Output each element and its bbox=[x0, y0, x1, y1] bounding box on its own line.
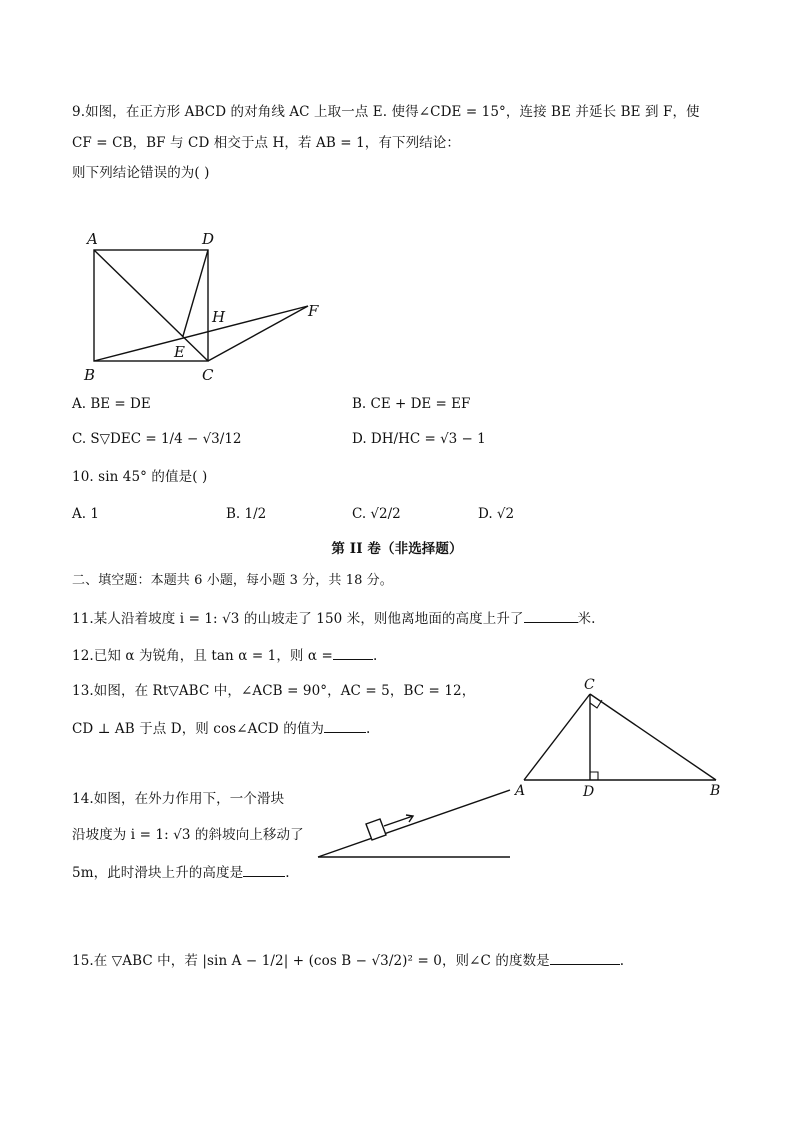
q9-stem-line3: 则下列结论错误的为( ) bbox=[72, 165, 210, 181]
q13-label-C: C bbox=[584, 677, 595, 693]
q9-label-A: A bbox=[87, 230, 98, 248]
q9-option-a: A. BE = DE bbox=[72, 396, 151, 412]
q9-option-b: B. CE + DE = EF bbox=[352, 396, 471, 412]
q12-text: 12.已知 α 为锐角，且 tan α = 1，则 α = bbox=[72, 648, 333, 664]
q13-label-D: D bbox=[583, 784, 595, 800]
q14-stem-line1: 14.如图，在外力作用下，一个滑块 bbox=[72, 791, 285, 807]
q10-option-b: B. 1/2 bbox=[226, 506, 267, 522]
q9-stem-line1: 9.如图，在正方形 ABCD 的对角线 AC 上取一点 E. 使得∠CDE = 15°，连接 BE 并延长 BE 到 F，使 bbox=[72, 104, 700, 120]
section-intro: 二、填空题：本题共 6 小题，每小题 3 分，共 18 分。 bbox=[72, 573, 393, 588]
q15-row bbox=[72, 950, 624, 970]
q15-suffix: . bbox=[619, 953, 625, 969]
q13-label-A: A bbox=[515, 783, 526, 799]
q11-suffix: 米. bbox=[577, 611, 596, 627]
q9-label-H: H bbox=[212, 308, 226, 326]
q9-label-E: E bbox=[174, 343, 185, 361]
q10-option-d: D. √2 bbox=[478, 506, 515, 522]
q13-stem-line1: 13.如图，在 Rt▽ABC 中，∠ACB = 90°，AC = 5，BC = 12， bbox=[72, 683, 476, 699]
q9-stem-line2: CF = CB，BF 与 CD 相交于点 H，若 AB = 1，有下列结论： bbox=[72, 135, 460, 151]
q12-suffix: . bbox=[372, 648, 378, 664]
q13-stem-line2: CD ⊥ AB 于点 D，则 cos∠ACD 的值为 bbox=[72, 721, 325, 737]
q14-stem-line3: 5m，此时滑块上升的高度是 bbox=[72, 865, 244, 881]
q15-text: 15.在 ▽ABC 中，若 |sin A − 1/2| + (cos B − √3/2)² = 0，则∠C 的度数是 bbox=[72, 953, 550, 969]
q14-suffix: . bbox=[285, 865, 290, 881]
q13-suffix: . bbox=[366, 721, 371, 737]
q10-option-a: A. 1 bbox=[72, 506, 99, 522]
q15-answer-blank[interactable] bbox=[550, 950, 620, 965]
q10-option-c: C. √2/2 bbox=[352, 506, 401, 522]
q13-label-B: B bbox=[710, 783, 721, 799]
q9-label-C: C bbox=[202, 366, 214, 384]
q11-text: 11.某人沿着坡度 i = 1: √3 的山坡走了 150 米，则他离地面的高度上升了 bbox=[72, 611, 524, 627]
q9-option-d: D. DH/HC = √3 − 1 bbox=[352, 431, 486, 447]
q9-option-c: C. S▽DEC = 1/4 − √3/12 bbox=[72, 431, 242, 447]
section-title: 第 II 卷（非选择题） bbox=[331, 541, 463, 557]
q10-stem: 10. sin 45° 的值是( ) bbox=[72, 469, 208, 485]
q14-stem-line2: 沿坡度为 i = 1: √3 的斜坡向上移动了 bbox=[72, 827, 304, 843]
q9-label-B: B bbox=[84, 366, 96, 384]
q9-label-F: F bbox=[308, 302, 319, 320]
q9-label-D: D bbox=[202, 230, 215, 248]
